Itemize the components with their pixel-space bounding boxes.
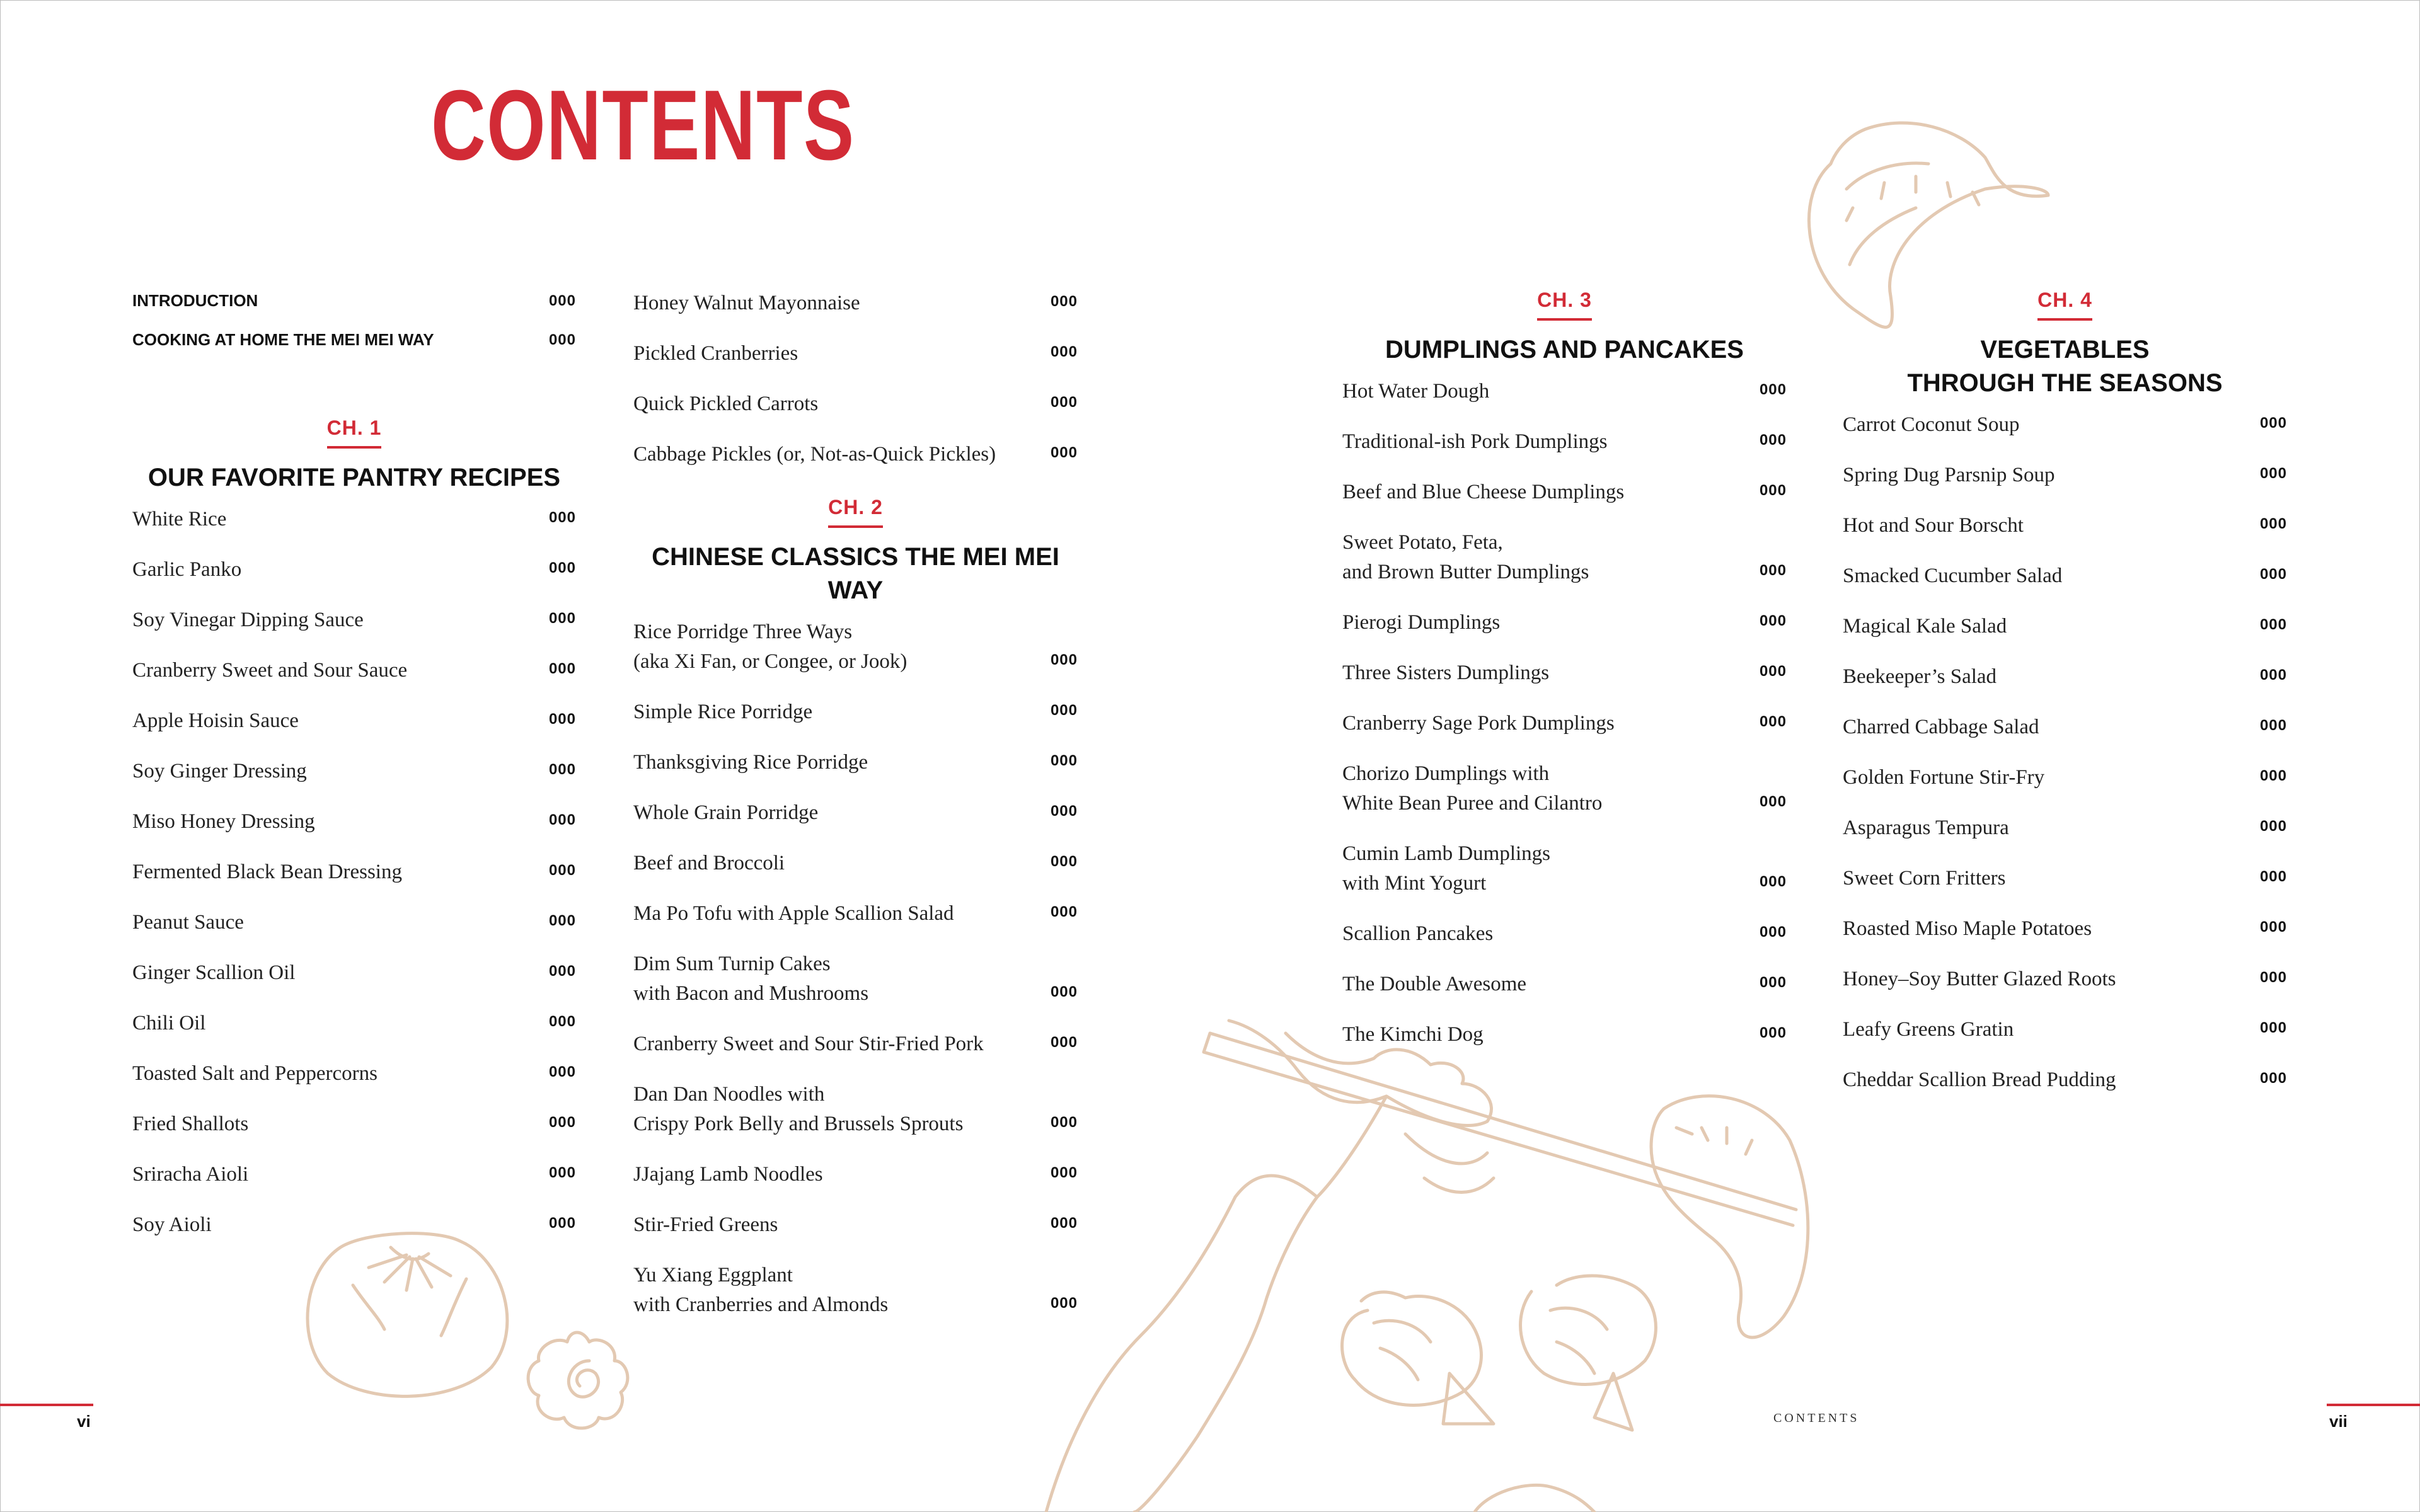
entry-title: Ginger Scallion Oil <box>132 961 296 984</box>
entry-page: 000 <box>2259 667 2287 684</box>
entry-page: 000 <box>1759 381 1787 398</box>
fish-cake-icon <box>528 1332 628 1428</box>
chopsticks-hand-icon <box>1046 1021 1796 1512</box>
entry-title: Whole Grain Porridge <box>633 801 819 824</box>
entry-title: Beef and Broccoli <box>633 852 785 874</box>
toc-entry[interactable] <box>633 339 1078 369</box>
entry-title: Roasted Miso Maple Potatoes <box>1843 917 2092 940</box>
running-head: CONTENTS <box>1773 1411 1860 1425</box>
entry-page: 000 <box>1050 752 1078 769</box>
toc-entry[interactable] <box>1843 1015 2287 1045</box>
toc-entry[interactable] <box>132 958 576 988</box>
entry-title: Apple Hoisin Sauce <box>132 709 299 732</box>
chapter-1-entries-continued <box>633 289 1078 469</box>
entry-title: Three Sisters Dumplings <box>1342 662 1550 684</box>
toc-entry[interactable] <box>633 1210 1078 1240</box>
entry-title: Spring Dug Parsnip Soup <box>1843 464 2055 486</box>
entry-page: 000 <box>1050 394 1078 411</box>
chapter-label: CH. 3 <box>1537 289 1592 321</box>
toc-entry[interactable] <box>1843 662 2287 692</box>
entry-page: 000 <box>548 292 576 309</box>
entry-page: 000 <box>2259 919 2287 936</box>
entry-page: 000 <box>548 912 576 929</box>
toc-entry[interactable] <box>132 757 576 786</box>
entry-title: Sriracha Aioli <box>132 1163 249 1186</box>
toc-entry-cooking-at-home[interactable] <box>132 330 576 350</box>
toc-column-4 <box>1843 289 2287 1116</box>
entry-page: 000 <box>548 1013 576 1030</box>
entry-title: Hot Water Dough <box>1342 380 1490 403</box>
entry-page: 000 <box>548 761 576 778</box>
entry-title: Soy Vinegar Dipping Sauce <box>132 609 364 631</box>
entry-page: 000 <box>1050 293 1078 310</box>
page-number-left: vi <box>77 1412 91 1431</box>
entry-title: Yu Xiang Eggplant with Cranberries and Almonds <box>633 1264 889 1316</box>
entry-page: 000 <box>548 610 576 627</box>
toc-entry[interactable] <box>1342 970 1787 999</box>
entry-page: 000 <box>1050 1164 1078 1181</box>
entry-page: 000 <box>548 1164 576 1181</box>
entry-title: Scallion Pancakes <box>1342 922 1494 945</box>
entry-title: Cranberry Sweet and Sour Sauce <box>132 659 408 682</box>
toc-entry[interactable] <box>1843 511 2287 541</box>
entry-title: Soy Aioli <box>132 1213 212 1236</box>
entry-page: 000 <box>548 1215 576 1232</box>
entry-title: INTRODUCTION <box>132 291 258 310</box>
entry-title: Cheddar Scallion Bread Pudding <box>1843 1068 2116 1091</box>
toc-entry[interactable] <box>1843 914 2287 944</box>
entry-title: Beef and Blue Cheese Dumplings <box>1342 481 1625 503</box>
page-number-right: vii <box>2329 1412 2348 1431</box>
entry-page: 000 <box>548 559 576 576</box>
toc-entry[interactable] <box>1342 427 1787 457</box>
entry-title: White Rice <box>132 508 227 530</box>
toc-entry[interactable] <box>1843 561 2287 591</box>
entry-title: Charred Cabbage Salad <box>1843 716 2039 738</box>
shrimp-icon <box>1475 1485 1594 1512</box>
entry-page: 000 <box>1050 983 1078 1000</box>
toc-entry[interactable] <box>1342 759 1787 818</box>
toc-entry[interactable] <box>1342 839 1787 898</box>
entry-page: 000 <box>1759 562 1787 579</box>
entry-page: 000 <box>2259 616 2287 633</box>
chapter-3-entries <box>1342 377 1787 1050</box>
toc-entry[interactable] <box>132 555 576 585</box>
toc-entry[interactable] <box>633 389 1078 419</box>
entry-title: The Double Awesome <box>1342 973 1527 995</box>
toc-entry[interactable] <box>1843 410 2287 440</box>
toc-column-2 <box>633 289 1078 1341</box>
toc-entry[interactable] <box>1843 864 2287 893</box>
toc-entry[interactable] <box>1342 478 1787 507</box>
entry-page: 000 <box>548 1063 576 1080</box>
toc-entry[interactable] <box>633 440 1078 469</box>
entry-title: JJajang Lamb Noodles <box>633 1163 823 1186</box>
entry-page: 000 <box>2259 465 2287 482</box>
toc-column-3 <box>1342 289 1787 1070</box>
entry-title: Carrot Coconut Soup <box>1843 413 2020 436</box>
entry-page: 000 <box>2259 818 2287 835</box>
entry-page: 000 <box>1050 1295 1078 1312</box>
entry-page: 000 <box>2259 868 2287 885</box>
entry-title: Sweet Potato, Feta, and Brown Butter Dumplings <box>1342 531 1589 583</box>
toc-entry[interactable] <box>633 1261 1078 1320</box>
entry-title: Ma Po Tofu with Apple Scallion Salad <box>633 902 954 925</box>
toc-entry[interactable] <box>132 656 576 685</box>
entry-title: Cranberry Sage Pork Dumplings <box>1342 712 1615 735</box>
shrimp-icon <box>1342 1292 1494 1424</box>
toc-entry[interactable] <box>1342 658 1787 688</box>
entry-page: 000 <box>548 1114 576 1131</box>
entry-page: 000 <box>1050 1034 1078 1051</box>
toc-entry[interactable] <box>633 1029 1078 1059</box>
entry-page: 000 <box>1050 853 1078 870</box>
toc-entry[interactable] <box>1843 1065 2287 1095</box>
entry-title: Fermented Black Bean Dressing <box>132 861 402 883</box>
chapter-title: VEGETABLES THROUGH THE SEASONS <box>1907 336 2223 397</box>
entry-page: 000 <box>1050 343 1078 360</box>
entry-title: Soy Ginger Dressing <box>132 760 307 782</box>
chapter-label: CH. 4 <box>2037 289 2092 321</box>
entry-title: Stir-Fried Greens <box>633 1213 778 1236</box>
toc-entry[interactable] <box>1843 965 2287 994</box>
chapter-title: CHINESE CLASSICS THE MEI MEI WAY <box>652 543 1059 604</box>
toc-entry[interactable] <box>1843 612 2287 641</box>
toc-entry[interactable] <box>132 1059 576 1089</box>
toc-entry[interactable] <box>633 1160 1078 1189</box>
toc-entry[interactable] <box>1342 528 1787 587</box>
entry-title: Honey Walnut Mayonnaise <box>633 292 860 314</box>
chapter-label: CH. 2 <box>828 496 883 528</box>
toc-entry[interactable] <box>1843 461 2287 490</box>
entry-title: Simple Rice Porridge <box>633 701 813 723</box>
entry-title: Pierogi Dumplings <box>1342 611 1501 634</box>
entry-title: Cumin Lamb Dumplings with Mint Yogurt <box>1342 842 1550 895</box>
toc-entry[interactable] <box>633 899 1078 929</box>
toc-entry[interactable] <box>1342 608 1787 638</box>
toc-entry[interactable] <box>633 798 1078 828</box>
toc-entry[interactable] <box>132 706 576 736</box>
toc-entry[interactable] <box>633 697 1078 727</box>
entry-title: Chorizo Dumplings with White Bean Puree and Cilantro <box>1342 762 1603 815</box>
toc-entry-introduction[interactable] <box>132 291 576 311</box>
entry-page: 000 <box>548 711 576 728</box>
entry-title: Fried Shallots <box>132 1113 249 1135</box>
entry-page: 000 <box>548 811 576 828</box>
toc-entry[interactable] <box>132 908 576 937</box>
entry-page: 000 <box>1050 903 1078 920</box>
entry-title: The Kimchi Dog <box>1342 1023 1484 1046</box>
entry-title: Toasted Salt and Peppercorns <box>132 1062 378 1085</box>
entry-page: 000 <box>1050 803 1078 820</box>
entry-page: 000 <box>1050 651 1078 668</box>
toc-entry[interactable] <box>132 1109 576 1139</box>
entry-page: 000 <box>1759 432 1787 449</box>
toc-entry[interactable] <box>1342 919 1787 949</box>
entry-title: Smacked Cucumber Salad <box>1843 564 2063 587</box>
chapter-1-entries <box>132 505 576 1240</box>
entry-title: Chili Oil <box>132 1012 206 1034</box>
chapter-title: DUMPLINGS AND PANCAKES <box>1385 336 1744 364</box>
entry-title: Pickled Cranberries <box>633 342 798 365</box>
entry-page: 000 <box>1759 482 1787 499</box>
entry-page: 000 <box>2259 566 2287 583</box>
toc-column-1 <box>132 291 576 1261</box>
entry-page: 000 <box>2259 1019 2287 1036</box>
entry-page: 000 <box>548 862 576 879</box>
entry-page: 000 <box>1050 444 1078 461</box>
entry-title: Golden Fortune Stir-Fry <box>1843 766 2045 789</box>
entry-title: Peanut Sauce <box>132 911 244 934</box>
toc-entry[interactable] <box>633 849 1078 878</box>
entry-page: 000 <box>1759 873 1787 890</box>
entry-page: 000 <box>2259 969 2287 986</box>
toc-entry[interactable] <box>633 617 1078 677</box>
chapter-4-entries <box>1843 410 2287 1095</box>
entry-title: Garlic Panko <box>132 558 242 581</box>
entry-title: Dim Sum Turnip Cakes with Bacon and Mushrooms <box>633 953 869 1005</box>
page-title: CONTENTS <box>431 70 855 181</box>
entry-title: Cabbage Pickles (or, Not-as-Quick Pickles) <box>633 443 996 466</box>
toc-entry[interactable] <box>1843 813 2287 843</box>
entry-page: 000 <box>2259 717 2287 734</box>
toc-entry[interactable] <box>132 1009 576 1038</box>
chapter-2-entries <box>633 617 1078 1320</box>
entry-title: Cranberry Sweet and Sour Stir-Fried Pork <box>633 1033 984 1055</box>
folio-rule-right <box>2327 1404 2420 1406</box>
entry-title: Leafy Greens Gratin <box>1843 1018 2014 1041</box>
shrimp-icon <box>1521 1276 1656 1430</box>
toc-entry[interactable] <box>132 605 576 635</box>
chapter-1-heading <box>132 416 576 495</box>
chapter-3-heading <box>1342 289 1787 367</box>
entry-page: 000 <box>1050 1215 1078 1232</box>
entry-page: 000 <box>1759 1024 1787 1041</box>
entry-page: 000 <box>2259 1070 2287 1087</box>
chapter-4-heading <box>1843 289 2287 400</box>
toc-entry[interactable] <box>132 1210 576 1240</box>
entry-title: Asparagus Tempura <box>1843 816 2009 839</box>
chapter-2-heading <box>633 496 1078 607</box>
entry-page: 000 <box>1759 924 1787 941</box>
toc-entry[interactable] <box>1843 713 2287 742</box>
toc-entry[interactable] <box>132 807 576 837</box>
entry-title: Magical Kale Salad <box>1843 615 2007 638</box>
entry-title: COOKING AT HOME THE MEI MEI WAY <box>132 330 434 349</box>
entry-page: 000 <box>2259 767 2287 784</box>
toc-entry[interactable] <box>132 505 576 534</box>
toc-entry[interactable] <box>633 1080 1078 1139</box>
entry-title: Rice Porridge Three Ways (aka Xi Fan, or Congee, or Jook) <box>633 621 908 673</box>
entry-title: Beekeeper’s Salad <box>1843 665 1997 688</box>
entry-page: 000 <box>548 660 576 677</box>
toc-entry[interactable] <box>132 857 576 887</box>
toc-entry[interactable] <box>633 949 1078 1009</box>
toc-entry[interactable] <box>1342 1020 1787 1050</box>
entry-page: 000 <box>1759 663 1787 680</box>
toc-entry[interactable] <box>132 1160 576 1189</box>
entry-page: 000 <box>1050 702 1078 719</box>
chapter-title: OUR FAVORITE PANTRY RECIPES <box>147 464 561 491</box>
toc-entry[interactable] <box>1342 377 1787 406</box>
entry-page: 000 <box>1759 612 1787 629</box>
entry-page: 000 <box>2259 515 2287 532</box>
toc-entry[interactable] <box>1843 763 2287 793</box>
entry-title: Sweet Corn Fritters <box>1843 867 2006 890</box>
entry-page: 000 <box>1050 1114 1078 1131</box>
entry-page: 000 <box>1759 793 1787 810</box>
entry-page: 000 <box>548 331 576 348</box>
toc-entry[interactable] <box>633 289 1078 318</box>
toc-entry[interactable] <box>1342 709 1787 738</box>
entry-title: Quick Pickled Carrots <box>633 392 819 415</box>
entry-page: 000 <box>548 509 576 526</box>
entry-title: Dan Dan Noodles with Crispy Pork Belly and Brussels Sprouts <box>633 1083 964 1135</box>
entry-page: 000 <box>2259 415 2287 432</box>
dumpling-icon <box>1651 1096 1808 1337</box>
entry-title: Miso Honey Dressing <box>132 810 315 833</box>
chapter-label: CH. 1 <box>327 416 382 449</box>
entry-title: Traditional-ish Pork Dumplings <box>1342 430 1608 453</box>
toc-entry[interactable] <box>633 748 1078 777</box>
entry-title: Honey–Soy Butter Glazed Roots <box>1843 968 2116 990</box>
entry-page: 000 <box>548 963 576 980</box>
entry-title: Hot and Sour Borscht <box>1843 514 2024 537</box>
folio-rule-left <box>0 1404 93 1406</box>
entry-page: 000 <box>1759 713 1787 730</box>
entry-page: 000 <box>1759 974 1787 991</box>
entry-title: Thanksgiving Rice Porridge <box>633 751 868 774</box>
